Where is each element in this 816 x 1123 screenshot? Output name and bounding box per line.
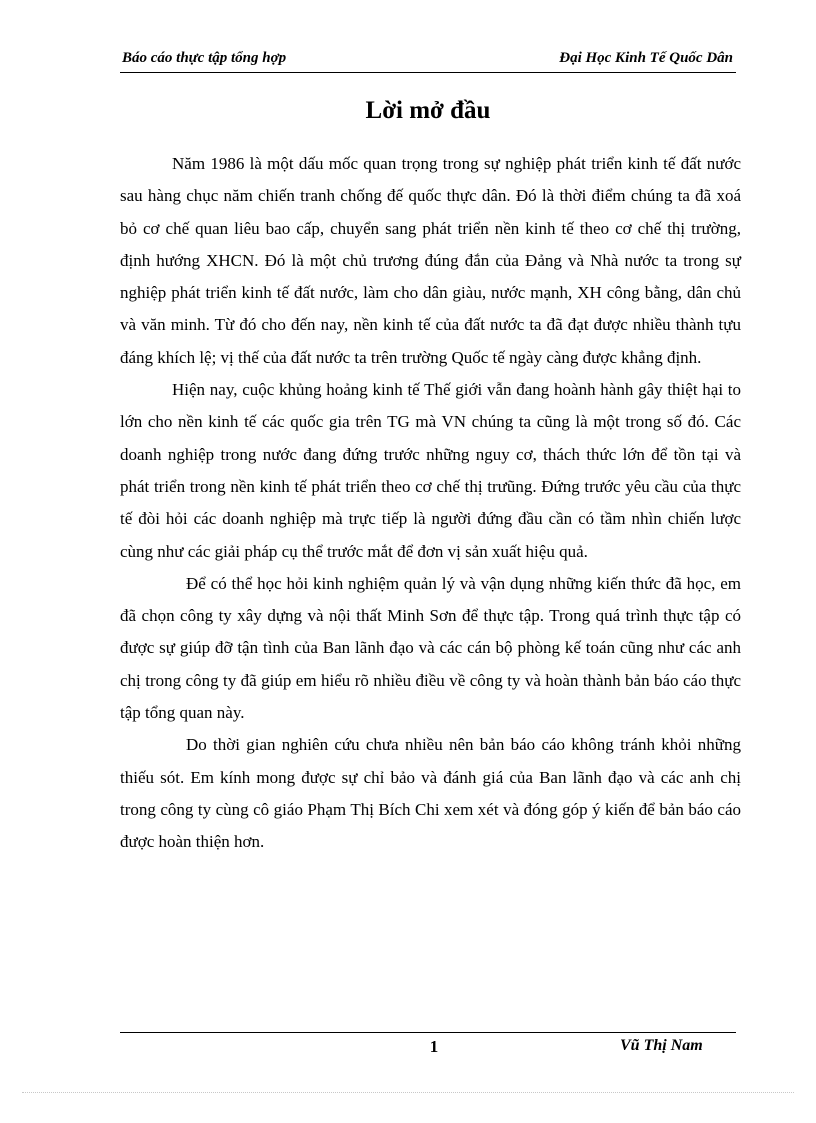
paragraph-4: Do thời gian nghiên cứu chưa nhiều nên bản báo cáo không tránh khỏi những thiếu sót. Em kính mong được sự chỉ bảo và đánh giá của Ban lãnh đạo và các anh chị trong công ty cùng cô giáo Phạm Thị Bích Chi xem xét và đóng góp ý kiến để bản báo cáo được hoàn thiện hơn. [120, 735, 741, 852]
document-title: Lời mở đầu [365, 97, 491, 124]
page-boundary [22, 1092, 794, 1093]
paragraph-3: Để có thể học hỏi kinh nghiệm quản lý và vận dụng những kiến thức đã học, em đã chọn công ty xây dựng và nội thất Minh Sơn để thực tập. Trong quá trình thực tập có được sự giúp đỡ tận tình của Ban lãnh đạo và các cán bộ phòng kế toán cũng như các anh chị trong công ty đã giúp em hiểu rõ nhiều điều về công ty và hoàn thành bản báo cáo thực tập tổng quan này. [120, 573, 741, 723]
paragraph-1: Năm 1986 là một dấu mốc quan trọng trong sự nghiệp phát triển kinh tế đất nước sau hàng chục năm chiến tranh chống đế quốc thực dân. Đó là thời điểm chúng ta đã xoá bỏ cơ chế quan liêu bao cấp, chuyển sang phát triển nền kinh tế theo cơ chế thị trường, định hướng XHCN. Đó là một chủ trương đúng đắn của Đảng và Nhà nước ta trong sự nghiệp phát triển kinh tế đất nước, làm cho dân giàu, nước mạnh, XH công bằng, dân chủ và văn minh. Từ đó cho đến nay, nền kinh tế của đất nước ta đã đạt được nhiều thành tựu đáng khích lệ; vị thế của đất nước ta trên trường Quốc tế ngày càng được khẳng định. [120, 154, 741, 367]
header-university: Đại Học Kinh Tế Quốc Dân [559, 50, 733, 66]
footer-divider [120, 1032, 736, 1033]
footer-author: Vũ Thị Nam [620, 1037, 703, 1054]
header-report-title: Báo cáo thực tập tổng hợp [122, 50, 287, 66]
paragraph-2: Hiện nay, cuộc khủng hoảng kinh tế Thế giới vẫn đang hoành hành gây thiệt hại to lớn cho nền kinh tế các quốc gia trên TG mà VN chúng ta cũng là một trong số đó. Các doanh nghiệp trong nước đang đứng trước những nguy cơ, thách thức lớn để tồn tại và phát triển trong nền kinh tế phát triển theo cơ chế thị trưũng. Đứng trước yêu cầu của thực tế đòi hỏi các doanh nghiệp mà trực tiếp là người đứng đầu cần có tầm nhìn chiến lược cùng như các giải pháp cụ thể trước mắt để đơn vị sản xuất hiệu quả. [120, 380, 741, 561]
document-body [120, 148, 741, 859]
page-number: 1 [429, 1037, 439, 1056]
page-header [120, 48, 736, 73]
